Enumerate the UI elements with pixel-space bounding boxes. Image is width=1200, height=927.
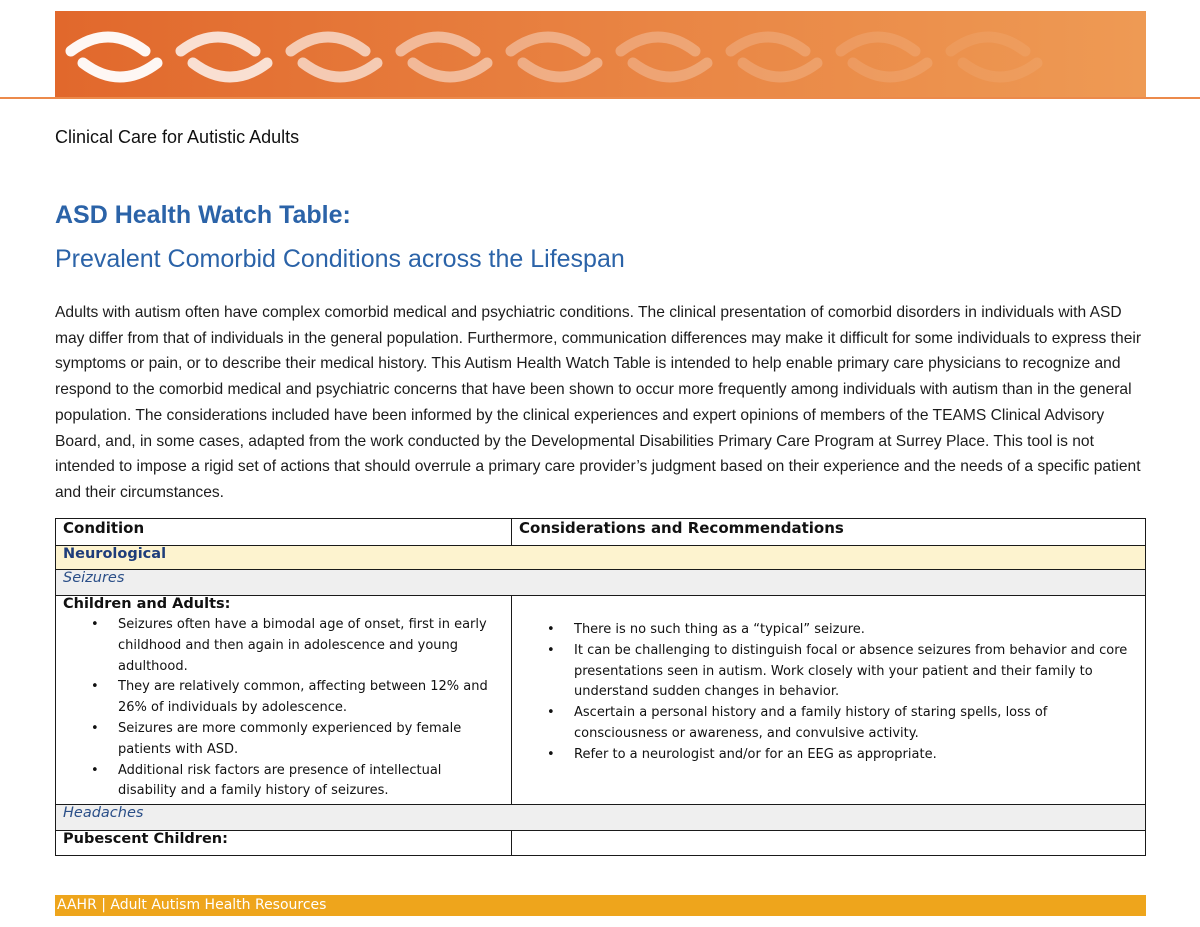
list-item: • It can be challenging to distinguish focal or absence seizures from behavior and core presentations seen in autism. Work closely with your patient and their family to understand sudden changes in behavior.	[574, 641, 1138, 703]
document-header-title: Clinical Care for Autistic Adults	[55, 127, 300, 147]
wave-arc	[841, 37, 915, 51]
wave-arc	[511, 37, 585, 51]
wave-arc	[71, 37, 145, 51]
header-banner	[55, 11, 1146, 98]
category-row	[56, 546, 1146, 570]
wave-arc	[291, 37, 365, 51]
wave-arc	[621, 37, 695, 51]
wave-arc	[731, 37, 805, 51]
list-item: • Seizures are more commonly experienced by female patients with ASD.	[118, 719, 504, 761]
list-item: • Refer to a neurologist and/or for an EEG as appropriate.	[574, 745, 1138, 766]
wave-arc	[743, 63, 817, 77]
list-item: • Seizures often have a bimodal age of onset, first in early childhood and then again in adolescence and young adulthood.	[118, 615, 504, 677]
wave-arc	[633, 63, 707, 77]
table-row	[56, 596, 1146, 805]
wave-arc	[193, 63, 267, 77]
table-header-row	[56, 519, 1146, 546]
column-header-considerations: Considerations and Recommendations	[512, 519, 1146, 546]
recommendations-cell	[512, 596, 1146, 805]
header-rule	[0, 97, 1200, 99]
wave-arc	[303, 63, 377, 77]
page-subtitle: Prevalent Comorbid Conditions across the Lifespan	[55, 245, 625, 273]
group-label-children-adults: Children and Adults:	[63, 596, 231, 612]
list-item: • Ascertain a personal history and a family history of staring spells, loss of consciousness or awareness, and convulsive activity.	[574, 703, 1138, 745]
wave-arc	[401, 37, 475, 51]
intro-paragraph: Adults with autism often have complex comorbid medical and psychiatric conditions. The clinical presentation of comorbid disorders in individuals with ASD may differ from that of individuals in the general population. Furthermore, communication differences may make it difficult for some individuals to express their symptoms or pain, or to describe their medical history. This Autism Health Watch Table is intended to help enable primary care physicians to recognize and respond to the comorbid medical and psychiatric concerns that have been shown to occur more frequently among individuals with autism than in the general population. The considerations included have been informed by the clinical experiences and expert opinions of members of the TEAMS Clinical Advisory Board, and, in some cases, adapted from the work conducted by the Developmental Disabilities Primary Care Program at Surrey Place. This tool is not intended to impose a rigid set of actions that should overrule a primary care provider’s judgment based on their experience and the needs of a specific patient and their circumstances.	[55, 304, 1142, 501]
wave-pattern-graphic	[55, 11, 1146, 98]
health-watch-table	[55, 518, 1146, 856]
list-item: • Additional risk factors are presence of intellectual disability and a family history of seizures.	[118, 761, 504, 803]
subcategory-row	[56, 805, 1146, 831]
wave-arc	[413, 63, 487, 77]
wave-arc	[963, 63, 1037, 77]
list-item: • They are relatively common, affecting between 12% and 26% of individuals by adolescence.	[118, 677, 504, 719]
subcategory-row	[56, 570, 1146, 596]
condition-cell	[56, 596, 512, 805]
empty-cell	[512, 831, 1146, 856]
wave-arc	[83, 63, 157, 77]
table-row	[56, 831, 1146, 856]
recommendation-list	[519, 596, 1138, 766]
footer-bar: AAHR | Adult Autism Health Resources	[55, 895, 1146, 916]
list-item: • There is no such thing as a “typical” seizure.	[574, 620, 1138, 641]
subcategory-headaches: Headaches	[56, 805, 1146, 831]
condition-list	[63, 615, 504, 802]
category-neurological: Neurological	[56, 546, 1146, 570]
subcategory-seizures: Seizures	[56, 570, 1146, 596]
group-label-pubescent-children: Pubescent Children:	[56, 831, 512, 856]
column-header-condition: Condition	[56, 519, 512, 546]
wave-arc	[853, 63, 927, 77]
wave-arc	[181, 37, 255, 51]
wave-arc	[951, 37, 1025, 51]
wave-arc	[523, 63, 597, 77]
page-title: ASD Health Watch Table:	[55, 201, 351, 229]
